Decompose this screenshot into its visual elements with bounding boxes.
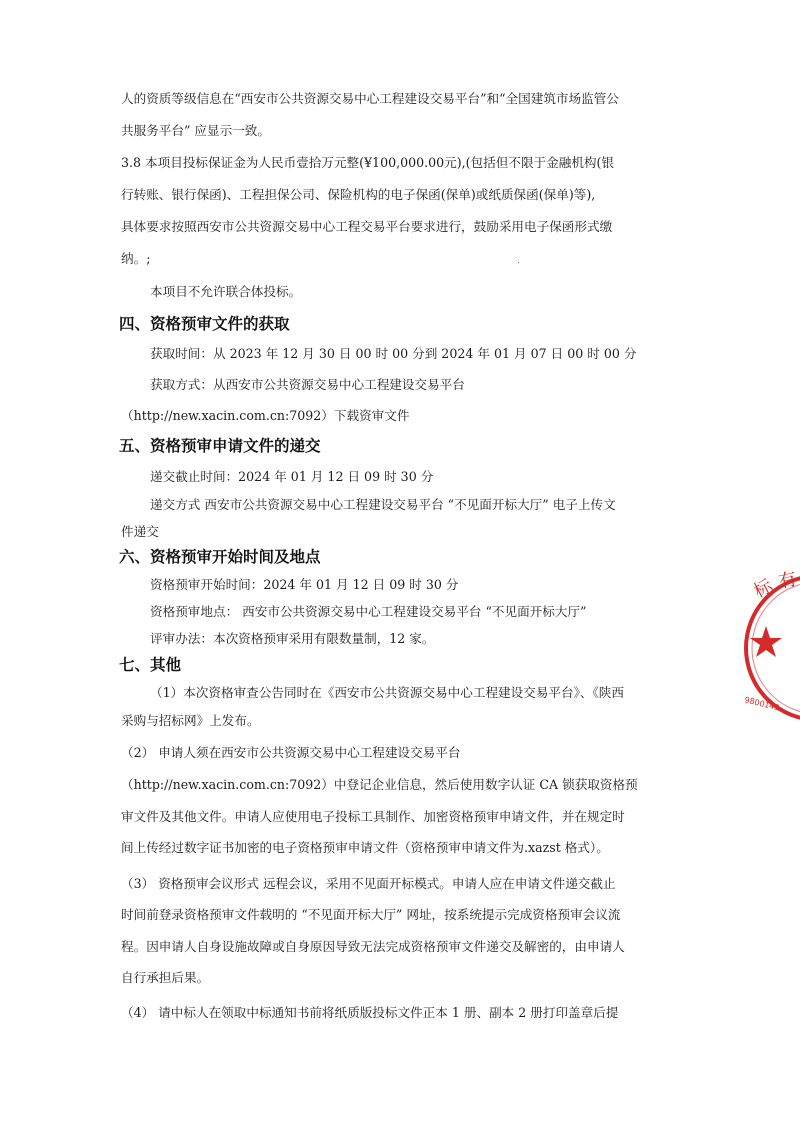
scan-speck <box>518 262 519 263</box>
paragraph-line: （http://new.xacin.com.cn:7092）下载资审文件 <box>121 408 410 423</box>
paragraph-line: （4） 请中标人在领取中标通知书前将纸质版投标文件正本 1 册、副本 2 册打印盖章后提 <box>121 1005 619 1020</box>
seal-char-2: 有 <box>776 568 799 593</box>
paragraph-line: 评审办法：本次资格预审采用有限数量制，12 家。 <box>150 631 435 646</box>
section-heading: 五、资格预审申请文件的递交 <box>119 437 321 455</box>
paragraph-line: 自行承担后果。 <box>121 970 210 985</box>
paragraph-line: （http://new.xacin.com.cn:7092）中登记企业信息，然后使用数字认证 CA 锁获取资格预 <box>121 777 638 792</box>
paragraph-line: 本项目不允许联合体投标。 <box>150 284 302 299</box>
paragraph-line: 人的资质等级信息在“西安市公共资源交易中心工程建设交易平台”和“全国建筑市场监管公 <box>121 91 619 106</box>
section-heading: 四、资格预审文件的获取 <box>119 315 290 333</box>
paragraph-line: 递交截止时间：2024 年 01 月 12 日 09 时 30 分 <box>150 469 434 484</box>
paragraph-line: 行转账、银行保函)、工程担保公司、保险机构的电子保函(保单)或纸质保函(保单)等), <box>121 187 596 202</box>
paragraph-line: （3） 资格预审会议形式 远程会议，采用不见面开标模式。申请人应在申请文件递交截止 <box>121 876 616 891</box>
section-heading: 六、资格预审开始时间及地点 <box>119 548 321 566</box>
paragraph-line: 采购与招标网》上发布。 <box>121 713 260 728</box>
paragraph-line: （2） 申请人须在西安市公共资源交易中心工程建设交易平台 <box>121 745 461 760</box>
paragraph-line: 获取时间：从 2023 年 12 月 30 日 00 时 00 分到 2024 年 01 月 07 日 00 时 00 分 <box>150 346 637 361</box>
section-heading: 七、其他 <box>119 656 182 674</box>
paragraph-line: 3.8 本项目投标保证金为人民币壹拾万元整(¥100,000.00元),(包括但不限于金融机构(银 <box>121 155 615 170</box>
official-seal <box>740 566 800 726</box>
paragraph-line: 具体要求按照西安市公共资源交易中心工程交易平台要求进行，鼓励采用电子保函形式缴 <box>121 219 613 234</box>
paragraph-line: （1）本次资格审查公告同时在《西安市公共资源交易中心工程建设交易平台》、《陕西 <box>150 685 624 700</box>
paragraph-line: 资格预审开始时间：2024 年 01 月 12 日 09 时 30 分 <box>150 577 459 592</box>
paragraph-line: 递交方式 西安市公共资源交易中心工程建设交易平台 “不见面开标大厅” 电子上传文 <box>150 497 616 512</box>
paragraph-line: 间上传经过数字证书加密的电子资格预审申请文件（资格预审申请文件为.xazst 格式）。 <box>121 840 609 855</box>
paragraph-line: 程。因申请人自身设施故障或自身原因导致无法完成资格预审文件递交及解密的，由申请人 <box>121 939 625 954</box>
seal-graphic <box>740 566 800 726</box>
paragraph-line: 纳。; <box>121 251 151 266</box>
paragraph-line: 件递交 <box>121 524 159 539</box>
paragraph-line: 资格预审地点： 西安市公共资源交易中心工程建设交易平台 “不见面开标大厅” <box>150 604 587 619</box>
seal-code: 9800143 <box>743 695 781 713</box>
paragraph-line: 共服务平台” 应显示一致。 <box>121 123 270 138</box>
paragraph-line: 获取方式：从西安市公共资源交易中心工程建设交易平台 <box>150 377 465 392</box>
paragraph-line: 审文件及其他文件。申请人应使用电子投标工具制作、加密资格预审申请文件，并在规定时 <box>121 809 625 824</box>
paragraph-line: 时间前登录资格预审文件载明的 “不见面开标大厅” 网址，按系统提示完成资格预审会议流 <box>121 907 621 922</box>
seal-char-1: 标 <box>750 575 777 603</box>
